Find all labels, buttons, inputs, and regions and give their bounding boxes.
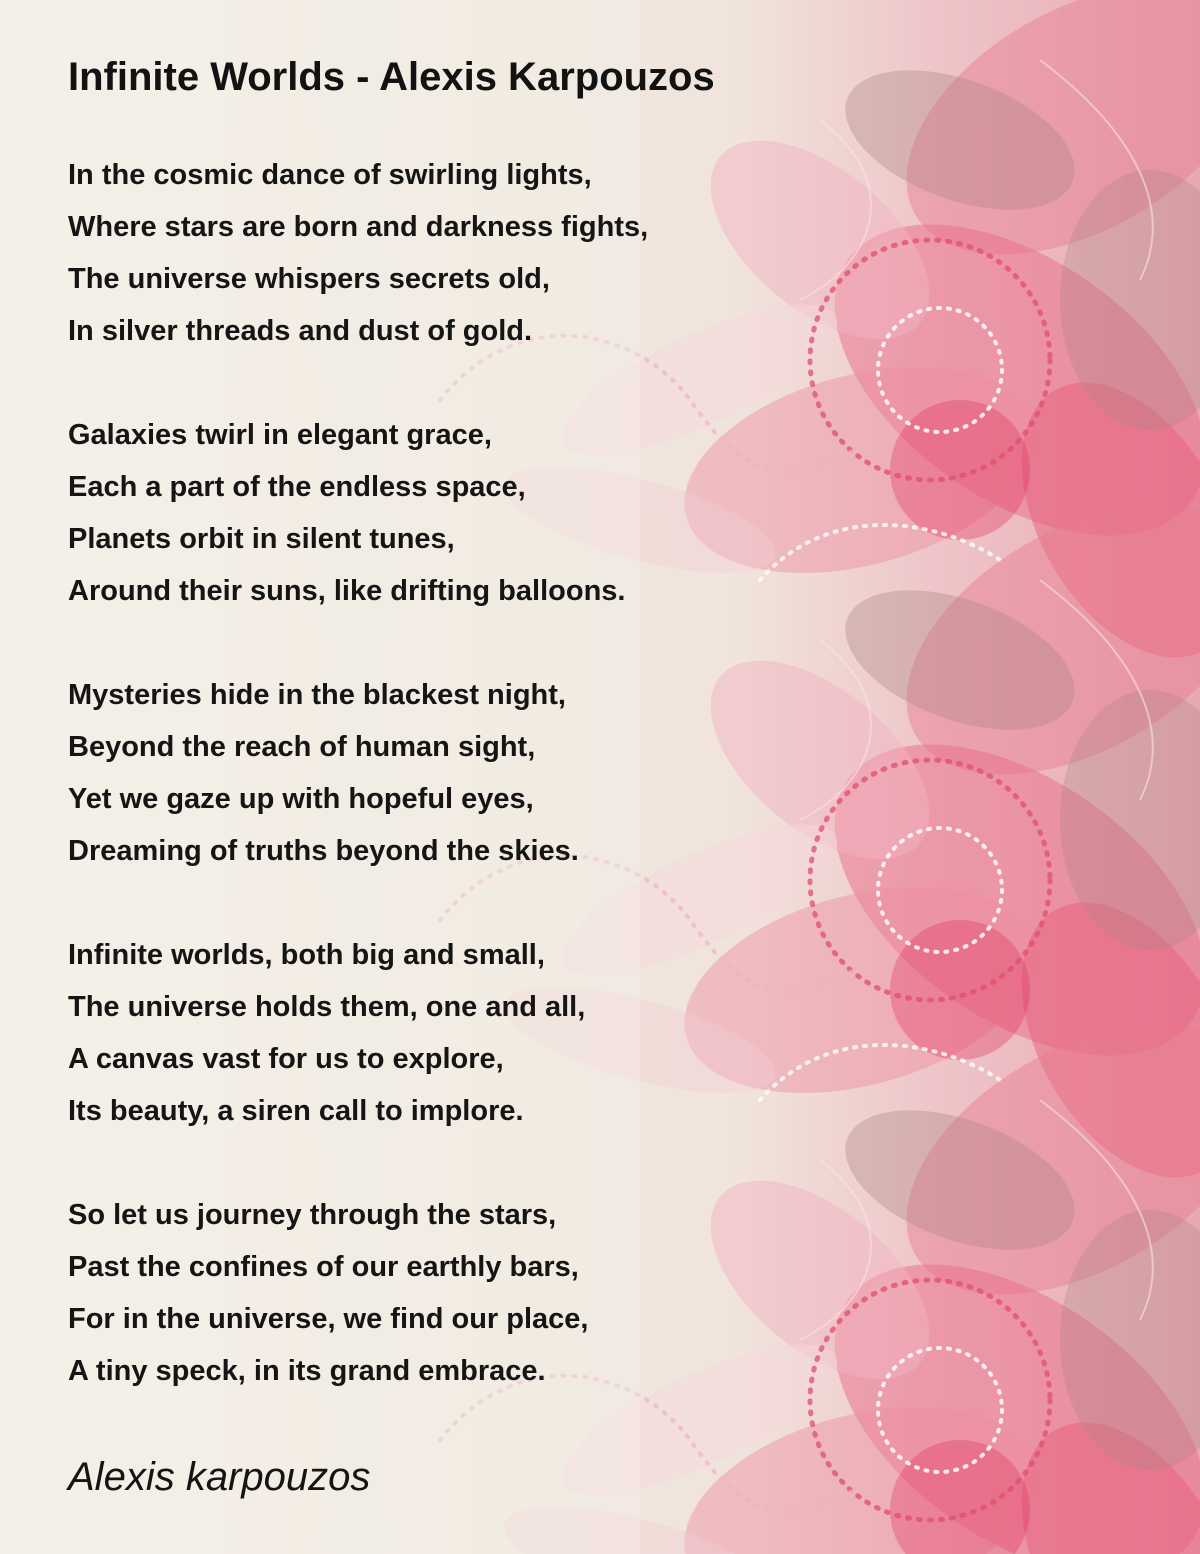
poem-line: A canvas vast for us to explore, [68, 1043, 504, 1075]
poem-body [68, 154, 828, 1454]
poem-line: Galaxies twirl in elegant grace, [68, 419, 492, 451]
poem-line: Each a part of the endless space, [68, 471, 526, 503]
poem-line: Beyond the reach of human sight, [68, 731, 536, 763]
poem-line: The universe holds them, one and all, [68, 991, 586, 1023]
stanza [68, 674, 828, 882]
poem-line: For in the universe, we find our place, [68, 1303, 589, 1335]
poem-line: Planets orbit in silent tunes, [68, 523, 455, 555]
poem-line: Dreaming of truths beyond the skies. [68, 835, 579, 867]
stanza [68, 414, 828, 622]
poem-line: In silver threads and dust of gold. [68, 315, 533, 347]
poem-author: Alexis karpouzos [68, 1455, 371, 1499]
stanza [68, 934, 828, 1142]
poem-line: Yet we gaze up with hopeful eyes, [68, 783, 534, 815]
poem-line: Past the confines of our earthly bars, [68, 1251, 579, 1283]
poem-line: Infinite worlds, both big and small, [68, 939, 545, 971]
poem-line: In the cosmic dance of swirling lights, [68, 159, 592, 191]
poem-line: Mysteries hide in the blackest night, [68, 679, 566, 711]
poem-line: Around their suns, like drifting balloons. [68, 575, 626, 607]
poem-line: A tiny speck, in its grand embrace. [68, 1355, 546, 1387]
poem-title: Infinite Worlds - Alexis Karpouzos [68, 55, 715, 99]
poem-line: Where stars are born and darkness fights, [68, 211, 649, 243]
stanza [68, 1194, 828, 1402]
poem-line: So let us journey through the stars, [68, 1199, 557, 1231]
poem-line: The universe whispers secrets old, [68, 263, 550, 295]
stanza [68, 154, 828, 362]
poem-line: Its beauty, a siren call to implore. [68, 1095, 524, 1127]
